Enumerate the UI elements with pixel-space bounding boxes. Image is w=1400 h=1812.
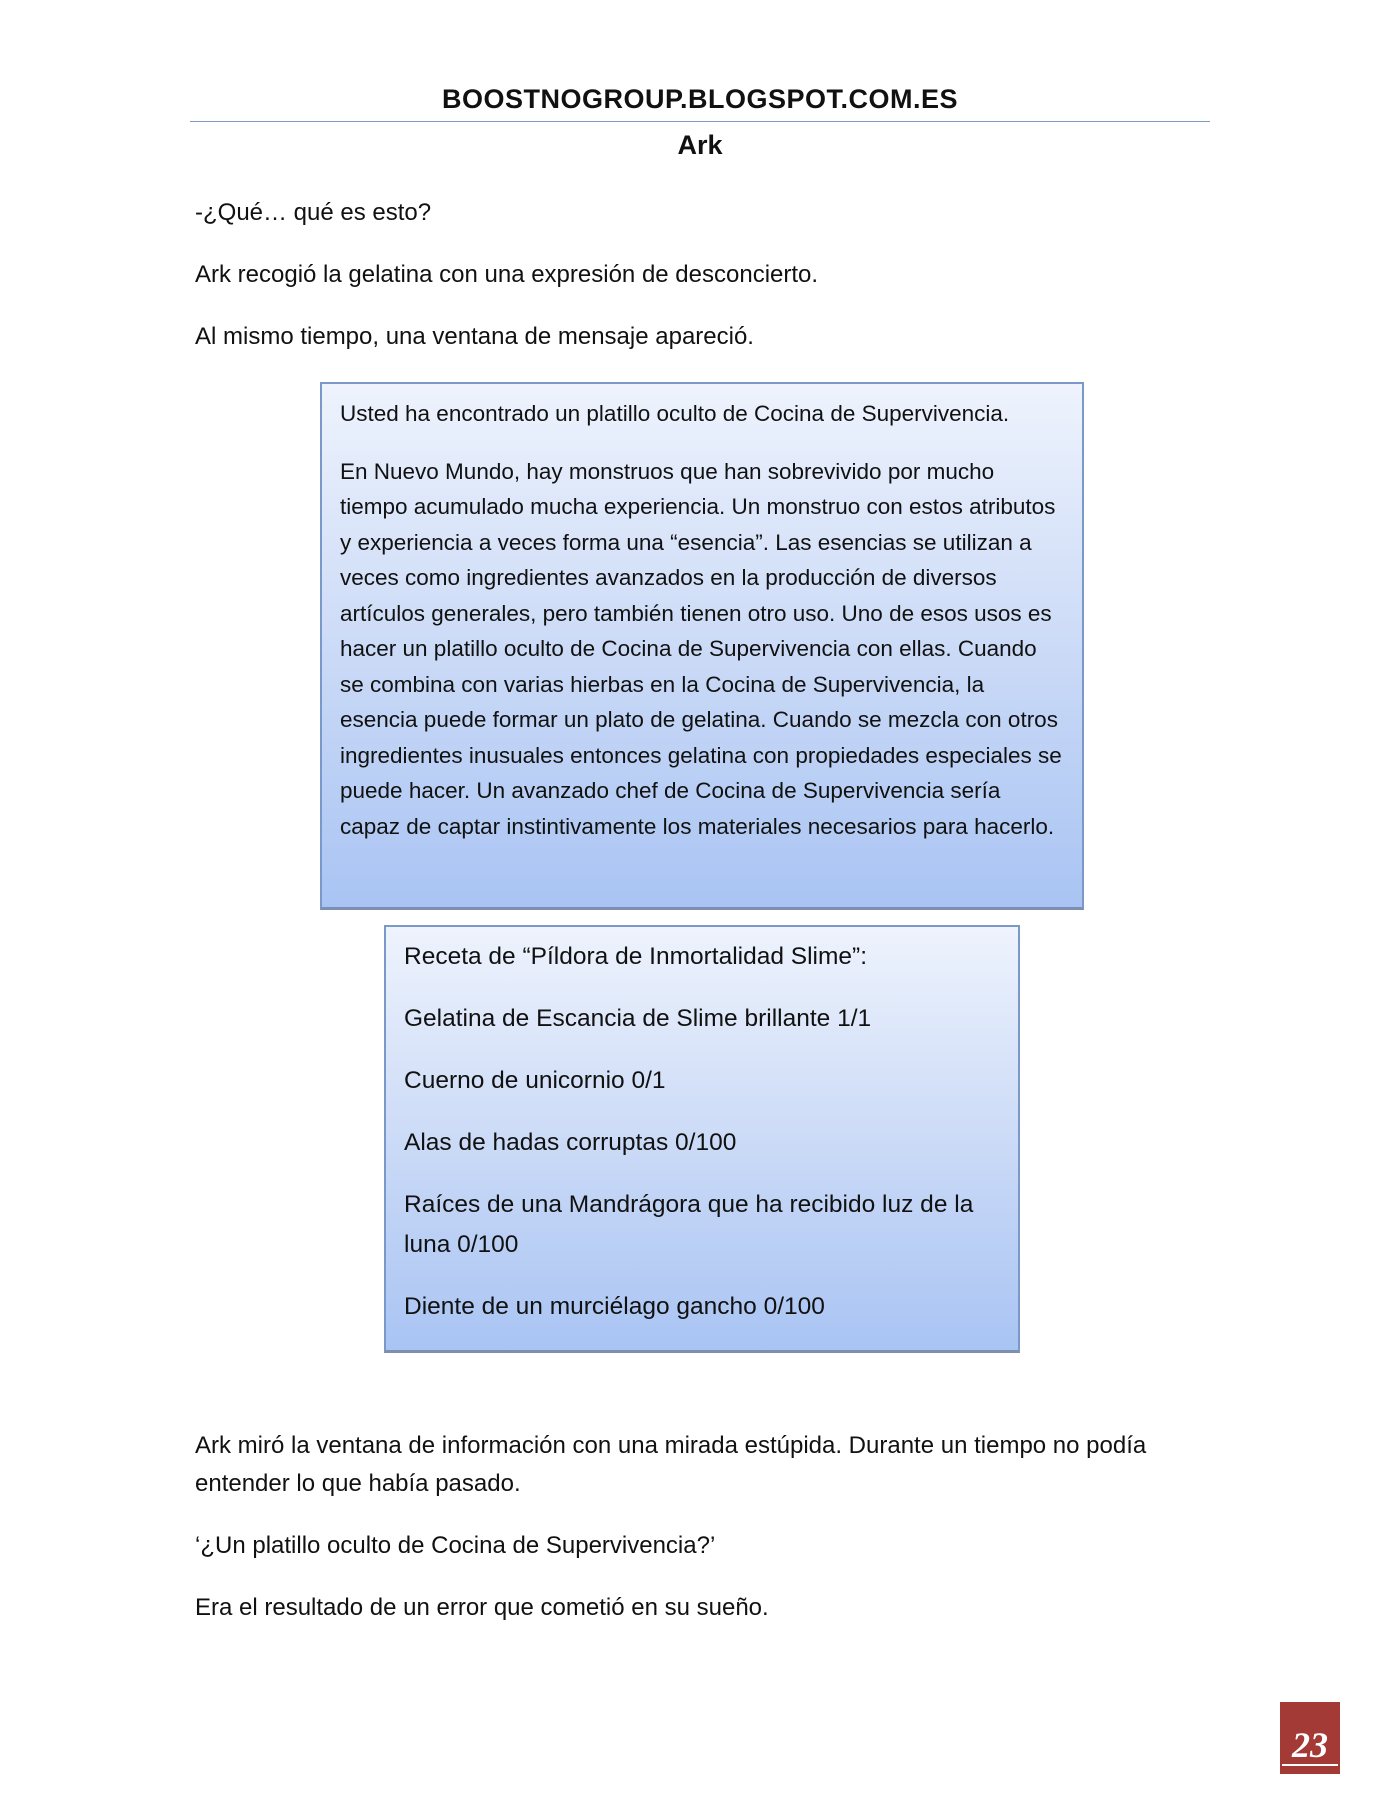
- paragraph: ‘¿Un platillo oculto de Cocina de Supervivencia?’: [195, 1532, 716, 1559]
- paragraph: Ark miró la ventana de información con una mirada estúpida. Durante un tiempo no podía entender lo que había pasado.: [195, 1432, 1147, 1497]
- paragraph: Ark recogió la gelatina con una expresión de desconcierto.: [195, 261, 819, 288]
- message-text: En Nuevo Mundo, hay monstruos que han sobrevivido por mucho tiempo acumulado mucha experiencia. Un monstruo con estos atributos y experiencia a veces forma una “esencia”. Las esencias se utilizan a veces como ingredientes avanzados en la producción de diversos artículos generales, pero también tienen otro uso. Uno de esos usos es hacer un platillo oculto de Cocina de Supervivencia con ellas. Cuando se combina con varias hierbas en la Cocina de Supervivencia, la esencia puede formar un plato de gelatina. Cuando se mezcla con otros ingredientes inusuales entonces gelatina con propiedades especiales se puede hacer. Un avanzado chef de Cocina de Supervivencia sería capaz de captar instintivamente los materiales necesarios para hacerlo.: [340, 458, 1062, 839]
- page-number-underline: [1282, 1764, 1338, 1766]
- page-number-badge: [1280, 1702, 1340, 1774]
- message-intro: Usted ha encontrado un platillo oculto de Cocina de Supervivencia.: [340, 401, 1010, 426]
- recipe-title: Receta de “Píldora de Inmortalidad Slime”:: [404, 943, 867, 970]
- chapter-title: Ark: [677, 130, 723, 160]
- page-header: [190, 82, 1210, 116]
- recipe-window: [384, 925, 1020, 1353]
- recipe-item: Gelatina de Escancia de Slime brillante 1/1: [404, 1005, 872, 1032]
- recipe-item: Raíces de una Mandrágora que ha recibido luz de la luna 0/100: [404, 1191, 974, 1258]
- recipe-item: Alas de hadas corruptas 0/100: [404, 1129, 737, 1156]
- paragraph: Al mismo tiempo, una ventana de mensaje apareció.: [195, 323, 754, 350]
- site-title: BOOSTNOGROUP.BLOGSPOT.COM.ES: [441, 84, 959, 114]
- recipe-item: Diente de un murciélago gancho 0/100: [404, 1293, 825, 1320]
- page-number: 23: [1292, 1725, 1328, 1765]
- header-divider: [190, 121, 1210, 122]
- message-window: [320, 382, 1084, 910]
- paragraph: Era el resultado de un error que cometió en su sueño.: [195, 1594, 769, 1621]
- recipe-item: Cuerno de unicornio 0/1: [404, 1067, 666, 1094]
- paragraph: -¿Qué… qué es esto?: [195, 199, 432, 226]
